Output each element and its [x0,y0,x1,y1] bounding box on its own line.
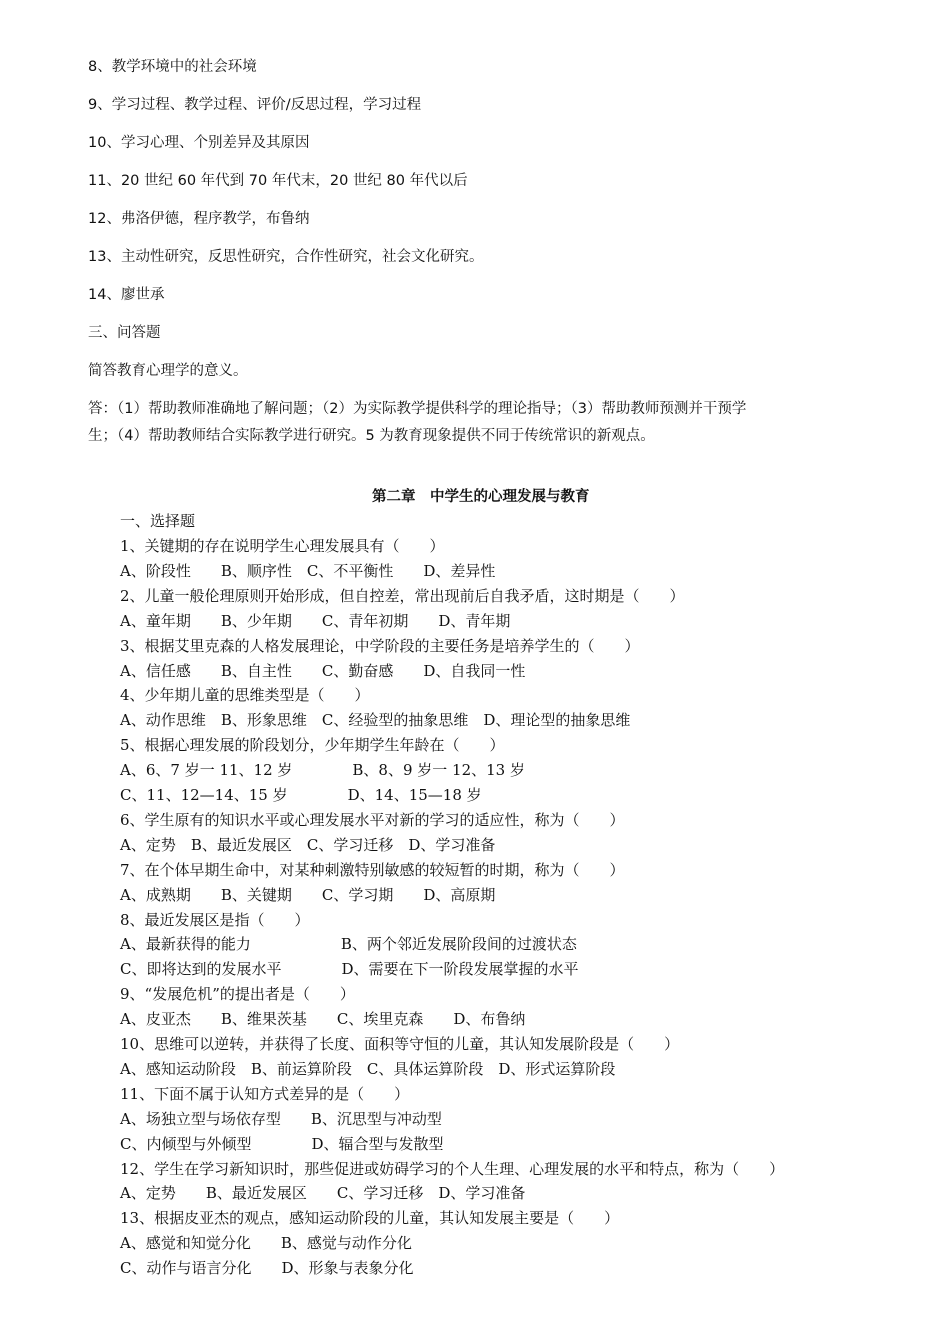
option-line: A、定势 B、最近发展区 C、学习迁移 D、学习准备 [120,835,496,854]
option-line: A、皮亚杰 B、维果茨基 C、埃里克森 D、布鲁纳 [120,1010,526,1029]
option-line: A、阶段性 B、顺序性 C、不平衡性 D、差异性 [120,561,496,580]
option-line: A、场独立型与场依存型 B、沉思型与冲动型 [120,1109,442,1128]
question-text: 简答教育心理学的意义。 [88,363,248,379]
answer-text-line-2: 生；（4）帮助教师结合实际教学进行研究。5 为教育现象提供不同于传统常识的新观点。 [88,428,655,444]
option-line: C、11、12—14、15 岁 D、14、15—18 岁 [120,786,482,804]
answer-item-10: 10、学习心理、个别差异及其原因 [88,135,310,151]
section-heading: 三、问答题 [88,325,161,341]
question-line: 9、“发展危机”的提出者是（ ） [120,985,355,1004]
question-line: 4、少年期儿童的思维类型是（ ） [120,686,370,705]
question-line: 8、最近发展区是指（ ） [120,910,310,929]
question-line: 3、根据艾里克森的人格发展理论，中学阶段的主要任务是培养学生的（ ） [120,636,640,655]
option-line: A、感觉和知觉分化 B、感觉与动作分化 [120,1234,412,1253]
option-line: A、动作思维 B、形象思维 C、经验型的抽象思维 D、理论型的抽象思维 [120,711,631,730]
answer-item-8: 8、教学环境中的社会环境 [88,59,257,75]
answer-item-12: 12、弗洛伊德，程序教学，布鲁纳 [88,211,310,227]
option-line: C、动作与语言分化 D、形象与表象分化 [120,1259,414,1278]
question-line: 10、思维可以逆转，并获得了长度、面积等守恒的儿童，其认知发展阶段是（ ） [120,1035,680,1053]
answer-item-13: 13、主动性研究，反思性研究，合作性研究，社会文化研究。 [88,249,484,265]
option-line: A、定势 B、最近发展区 C、学习迁移 D、学习准备 [120,1184,526,1203]
question-line: 7、在个体早期生命中，对某种刺激特别敏感的较短暂的时期，称为（ ） [120,860,625,879]
chapter-subheading: 一、选择题 [120,512,196,530]
question-line: 11、下面不属于认知方式差异的是（ ） [120,1084,410,1103]
question-line: 2、儿童一般伦理原则开始形成，但自控差，常出现前后自我矛盾，这时期是（ ） [120,586,685,605]
option-line: A、感知运动阶段 B、前运算阶段 C、具体运算阶段 D、形式运算阶段 [120,1059,616,1078]
question-line: 5、根据心理发展的阶段划分，少年期学生年龄在（ ） [120,736,505,755]
question-line: 6、学生原有的知识水平或心理发展水平对新的学习的适应性，称为（ ） [120,810,625,829]
option-line: A、成熟期 B、关键期 C、学习期 D、高原期 [120,885,496,904]
option-line: A、信任感 B、自主性 C、勤奋感 D、自我同一性 [120,661,526,680]
option-line: A、最新获得的能力 B、两个邻近发展阶段间的过渡状态 [120,935,577,954]
option-line: A、6、7 岁一 11、12 岁 B、8、9 岁一 12、13 岁 [120,761,525,780]
option-line: C、内倾型与外倾型 D、辐合型与发散型 [120,1134,444,1153]
option-line: A、童年期 B、少年期 C、青年初期 D、青年期 [120,611,511,630]
answer-item-14: 14、廖世承 [88,287,165,303]
question-line: 12、学生在学习新知识时，那些促进或妨碍学习的个人生理、心理发展的水平和特点，称为（ ） [120,1159,785,1178]
question-line: 13、根据皮亚杰的观点，感知运动阶段的儿童，其认知发展主要是（ ） [120,1209,620,1228]
answer-item-11: 11、20 世纪 60 年代到 70 年代末，20 世纪 80 年代以后 [88,173,468,189]
chapter-title: 第二章 中学生的心理发展与教育 [372,489,590,505]
answer-item-9: 9、学习过程、教学过程、评价/反思过程，学习过程 [88,97,422,113]
answer-text-line-1: 答：（1）帮助教师准确地了解问题；（2）为实际教学提供科学的理论指导；（3）帮助教师预测并干预学 [88,401,747,417]
question-line: 1、关键期的存在说明学生心理发展具有（ ） [120,537,445,555]
option-line: C、即将达到的发展水平 D、需要在下一阶段发展掌握的水平 [120,960,579,979]
